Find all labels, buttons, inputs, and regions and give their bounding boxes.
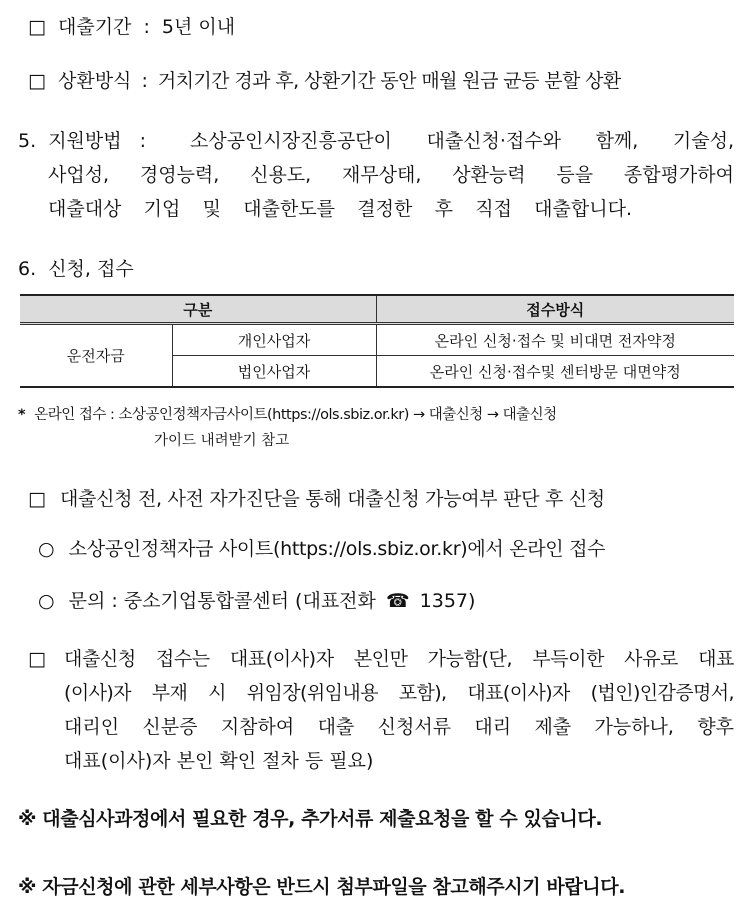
category-cell: 운전자금 [20, 324, 172, 388]
circle-bullet-icon: ○ [38, 538, 55, 560]
table-header-row [20, 295, 734, 324]
pre-check-item [28, 486, 605, 512]
section5-title: 지원방법 [48, 130, 122, 152]
contact-text: 문의 : 중소기업통합콜센터 (대표전화 [68, 590, 376, 612]
online-item [38, 536, 605, 562]
loan-period-item [28, 14, 235, 40]
footnote-line1 [18, 404, 557, 426]
online-text: 소상공인정책자금 사이트(https://ols.sbiz.or.kr)에서 온라인 접수 [68, 538, 606, 560]
table-row [20, 324, 734, 356]
checkbox-square-icon: □ [28, 488, 46, 510]
applicant-line1: 대출신청 접수는 대표(이사)자 본인만 가능함(단, 부득이한 사유로 대표 [64, 648, 734, 670]
notice-review: ※ 대출심사과정에서 필요한 경우, 추가서류 제출요청을 할 수 있습니다. [18, 808, 603, 830]
repayment-value: 거치기간 경과 후, 상환기간 동안 매월 원금 균등 분할 상환 [157, 70, 621, 92]
separator: : [139, 130, 147, 152]
loan-period-label: 대출기간 [58, 16, 132, 38]
section6-heading [18, 256, 134, 282]
phone-icon: ☎ [385, 590, 410, 612]
method-cell: 온라인 신청·접수및 센터방문 대면약정 [376, 356, 734, 388]
contact-item [38, 588, 475, 614]
separator: : [143, 16, 150, 38]
contact-number: 1357) [419, 590, 476, 612]
section5-number: 5. [18, 130, 37, 152]
applicant-line3: 대리인 신분증 지참하여 대출 신청서류 대리 제출 가능하나, 향후 [64, 716, 734, 738]
section5-line1: 소상공인시장진흥공단이 대출신청·접수와 함께, 기술성, [190, 130, 734, 152]
footnote-star: * [18, 407, 26, 423]
header-method: 접수방식 [376, 295, 734, 324]
repayment-item [28, 68, 621, 94]
section6-number: 6. [18, 258, 37, 280]
loan-period-value: 5년 이내 [161, 16, 236, 38]
checkbox-square-icon: □ [28, 70, 46, 92]
footnote-text: 온라인 접수 : 소상공인정책자금사이트(https://ols.sbiz.or.kr) → 대출신청 → 대출신청 [34, 407, 557, 423]
notice-attachment: ※ 자금신청에 관한 세부사항은 반드시 첨부파일을 참고해주시기 바랍니다. [18, 876, 626, 898]
applicant-marker: □ [28, 648, 46, 670]
section6-title: 신청, 접수 [48, 258, 134, 280]
type-cell: 법인사업자 [172, 356, 376, 388]
section5-line2: 사업성, 경영능력, 신용도, 재무상태, 상환능력 등을 종합평가하여 [48, 164, 734, 186]
footnote-line2: 가이드 내려받기 참고 [154, 433, 290, 449]
header-category: 구분 [20, 295, 376, 324]
repayment-label: 상환방식 [58, 70, 132, 92]
pre-check-text: 대출신청 전, 사전 자가진단을 통해 대출신청 가능여부 판단 후 신청 [60, 488, 605, 510]
applicant-line2: (이사)자 부재 시 위임장(위임내용 포함), 대표(이사)자 (법인)인감증명서, [64, 682, 734, 704]
section5-line3: 대출대상 기업 및 대출한도를 결정한 후 직접 대출합니다. [48, 198, 632, 220]
method-cell: 온라인 신청·접수 및 비대면 전자약정 [376, 324, 734, 356]
checkbox-square-icon: □ [28, 16, 46, 38]
application-table [20, 294, 734, 388]
applicant-line4: 대표(이사)자 본인 확인 절차 등 필요) [64, 750, 374, 772]
separator: : [141, 70, 148, 92]
type-cell: 개인사업자 [172, 324, 376, 356]
circle-bullet-icon: ○ [38, 590, 55, 612]
section5-heading [18, 128, 158, 154]
